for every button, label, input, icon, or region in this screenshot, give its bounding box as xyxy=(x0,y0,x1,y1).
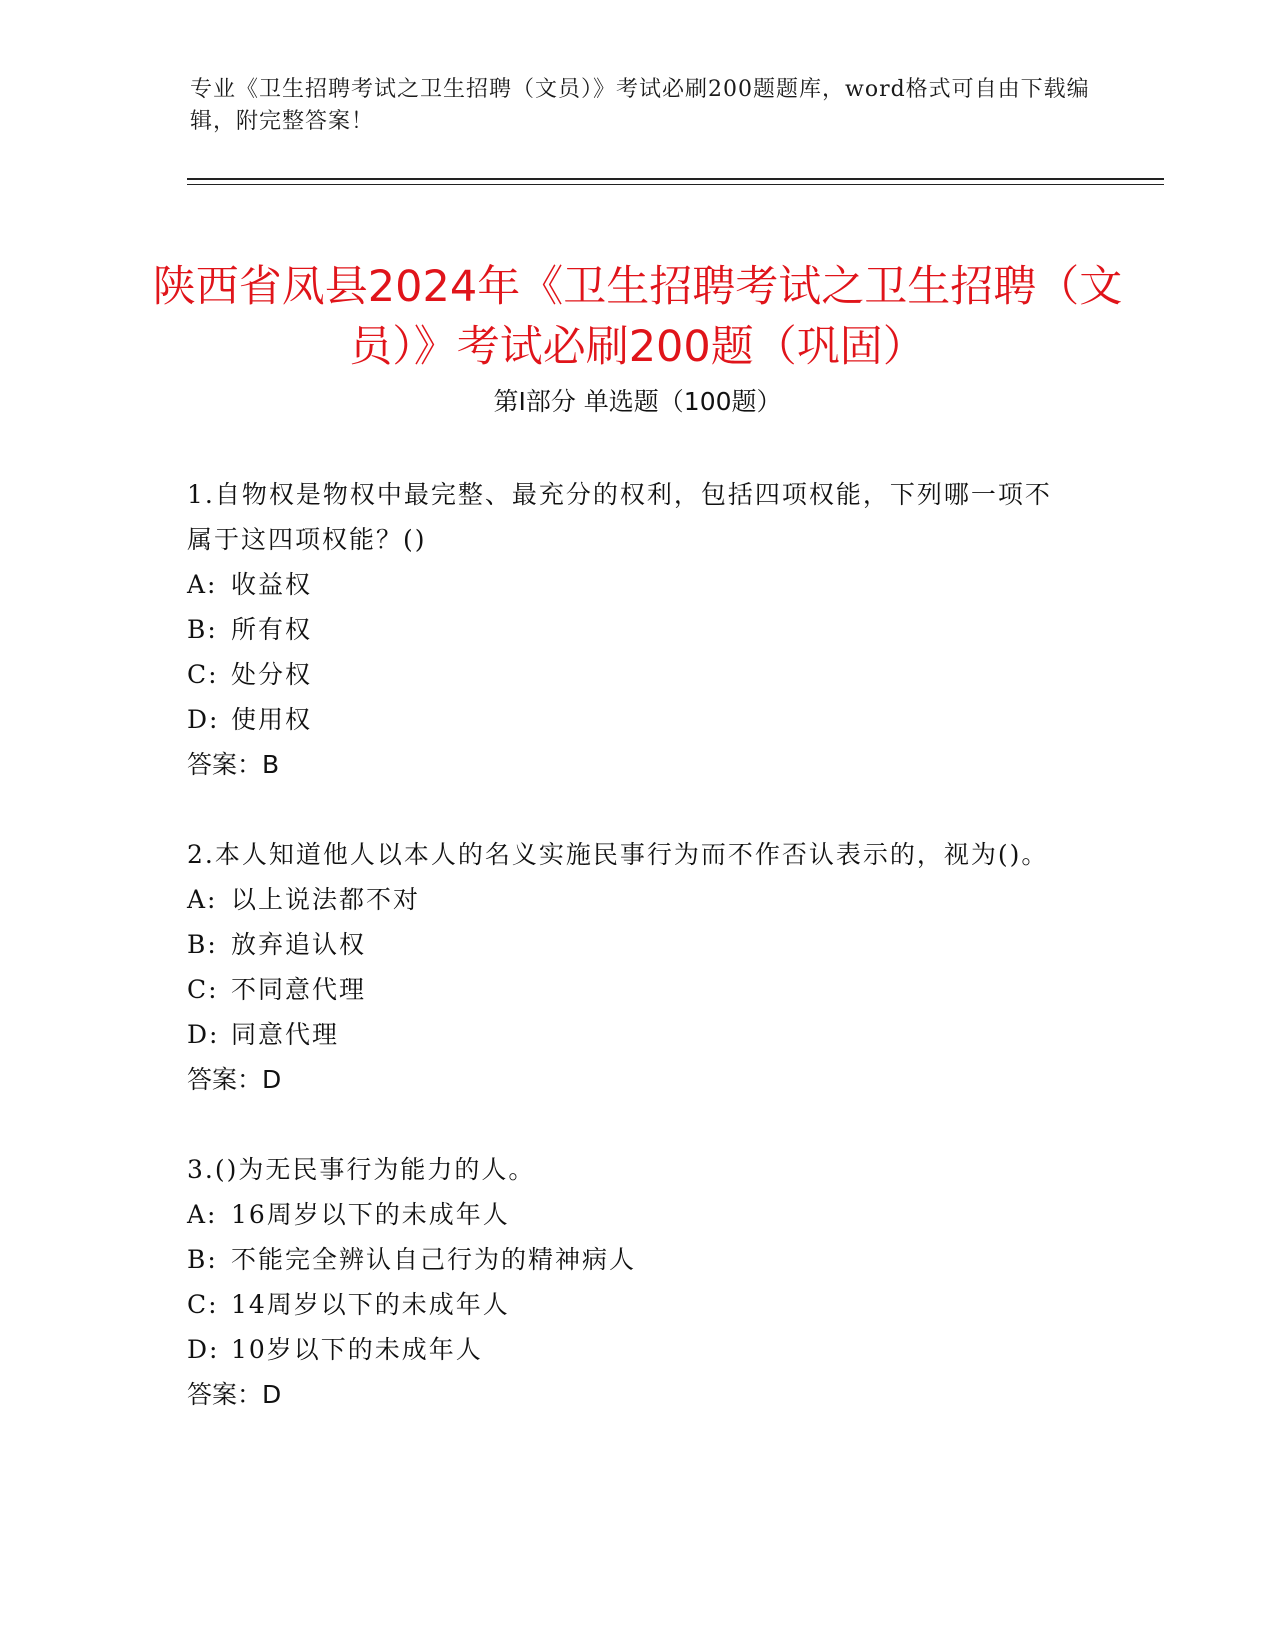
option-text: 所有权 xyxy=(231,615,313,644)
option-text: 10岁以下的未成年人 xyxy=(231,1335,483,1364)
option-a xyxy=(187,562,1067,607)
option-text: 不同意代理 xyxy=(231,975,367,1004)
option-key: C: xyxy=(187,975,219,1004)
option-text: 14周岁以下的未成年人 xyxy=(231,1290,510,1319)
question-stem: 1.自物权是物权中最完整、最充分的权利，包括四项权能，下列哪一项不属于这四项权能？() xyxy=(187,480,1052,554)
option-key: A: xyxy=(187,885,218,914)
answer-line: 答案：D xyxy=(187,1065,282,1094)
option-key: B: xyxy=(187,930,218,959)
document-title: 陕西省凤县2024年《卫生招聘考试之卫生招聘（文员）》考试必刷200题（巩固） xyxy=(152,261,1123,372)
question-list xyxy=(187,472,1067,1462)
option-text: 放弃追认权 xyxy=(231,930,367,959)
option-text: 使用权 xyxy=(231,705,313,734)
option-b xyxy=(187,922,1067,967)
option-d xyxy=(187,1327,1067,1372)
option-text: 以上说法都不对 xyxy=(231,885,421,914)
question-3 xyxy=(187,1147,1067,1417)
option-d xyxy=(187,1012,1067,1057)
option-b xyxy=(187,607,1067,652)
header-divider-thin xyxy=(187,184,1164,185)
option-c xyxy=(187,652,1067,697)
option-key: B: xyxy=(187,615,218,644)
answer-line: 答案：D xyxy=(187,1380,282,1409)
option-key: C: xyxy=(187,1290,219,1319)
header-note: 专业《卫生招聘考试之卫生招聘（文员）》考试必刷200题题库，word格式可自由下载编辑，附完整答案！ xyxy=(190,77,1090,134)
option-key: A: xyxy=(187,1200,218,1229)
option-key: D: xyxy=(187,705,220,734)
answer-line: 答案：B xyxy=(187,750,280,779)
option-key: A: xyxy=(187,570,218,599)
option-d xyxy=(187,697,1067,742)
option-b xyxy=(187,1237,1067,1282)
option-key: C: xyxy=(187,660,219,689)
option-text: 16周岁以下的未成年人 xyxy=(231,1200,510,1229)
option-text: 收益权 xyxy=(231,570,313,599)
option-c xyxy=(187,967,1067,1012)
option-a xyxy=(187,877,1067,922)
option-c xyxy=(187,1282,1067,1327)
option-a xyxy=(187,1192,1067,1237)
option-key: B: xyxy=(187,1245,218,1274)
option-text: 不能完全辨认自己行为的精神病人 xyxy=(231,1245,637,1274)
question-stem: 3.()为无民事行为能力的人。 xyxy=(187,1155,536,1184)
question-1 xyxy=(187,472,1067,787)
question-stem: 2.本人知道他人以本人的名义实施民事行为而不作否认表示的，视为()。 xyxy=(187,840,1049,869)
header-divider-thick xyxy=(187,178,1164,180)
option-key: D: xyxy=(187,1020,220,1049)
option-text: 处分权 xyxy=(231,660,313,689)
question-2 xyxy=(187,832,1067,1102)
option-key: D: xyxy=(187,1335,220,1364)
section-title: 第Ⅰ部分 单选题（100题） xyxy=(493,387,782,416)
option-text: 同意代理 xyxy=(231,1020,340,1049)
